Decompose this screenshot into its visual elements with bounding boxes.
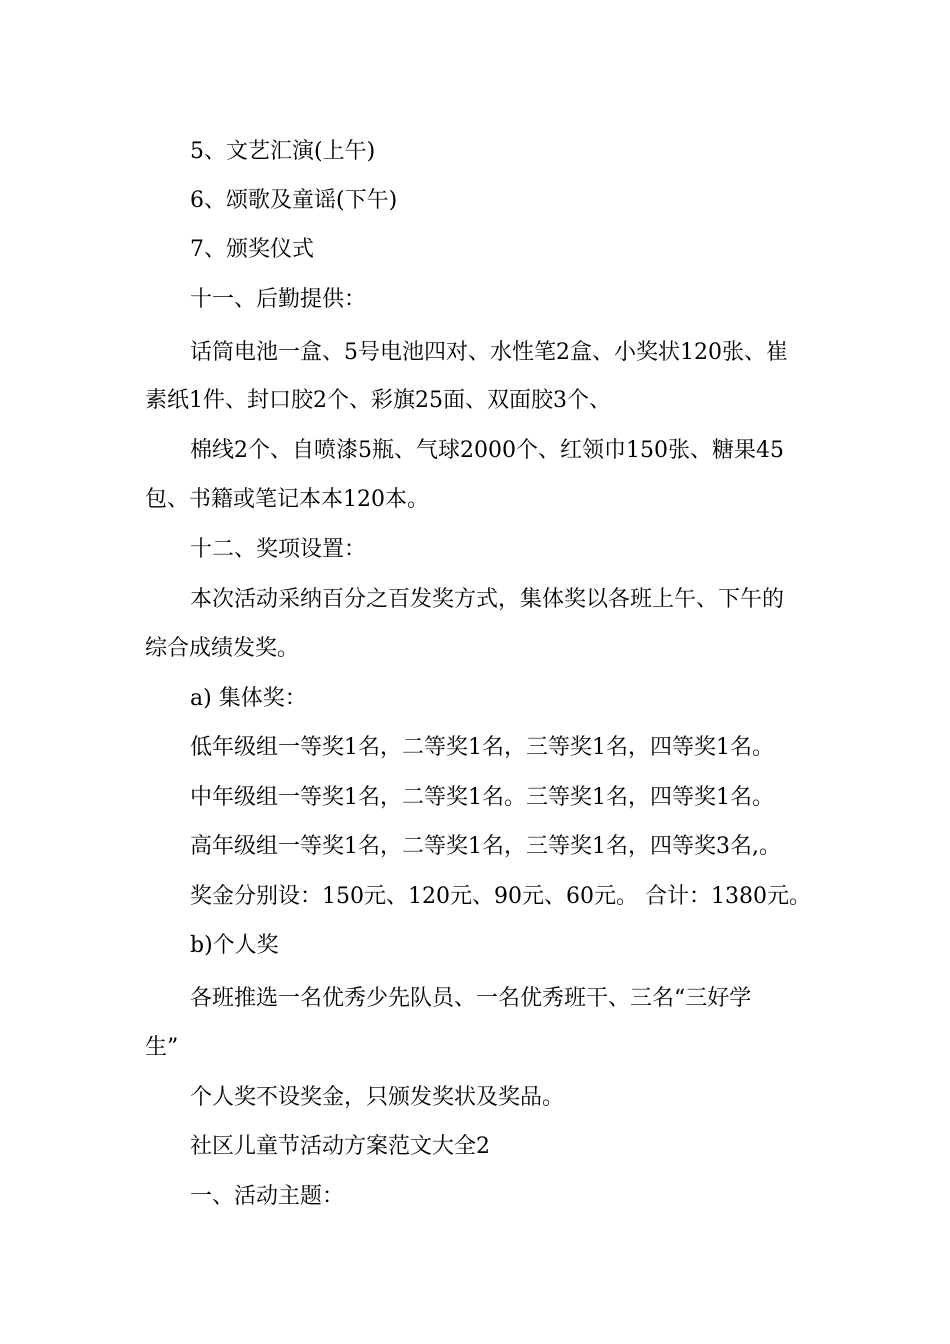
list-item-songs: 6、颂歌及童谣(下午) (190, 188, 398, 213)
list-item-performance: 5、文艺汇演(上午) (190, 139, 376, 164)
subheading-group-award: a) 集体奖： (190, 686, 307, 711)
paragraph-line: 个人奖不设奖金，只颁发奖状及奖品。 (190, 1085, 565, 1110)
subheading-individual-award: b)个人奖 (190, 933, 279, 958)
section-heading-awards: 十二、奖项设置： (190, 537, 367, 562)
document-section-title: 社区儿童节活动方案范文大全2 (190, 1134, 490, 1159)
paragraph-line: 生” (145, 1035, 179, 1060)
paragraph-line: 低年级组一等奖1名，二等奖1名，三等奖1名，四等奖1名。 (190, 735, 774, 760)
paragraph-line: 高年级组一等奖1名，二等奖1名，三等奖1名，四等奖3名,。 (190, 834, 781, 859)
paragraph-line: 素纸1件、封口胶2个、彩旗25面、双面胶3个、 (145, 388, 611, 413)
paragraph-line: 包、书籍或笔记本本120本。 (145, 487, 429, 512)
list-item-ceremony: 7、颁奖仪式 (190, 237, 314, 262)
paragraph-line: 奖金分别设：150元、120元、90元、60元。 合计：1380元。 (190, 884, 811, 909)
paragraph-line: 中年级组一等奖1名，二等奖1名。三等奖1名，四等奖1名。 (190, 785, 774, 810)
paragraph-line: 本次活动采纳百分之百发奖方式，集体奖以各班上午、下午的 (190, 587, 785, 612)
paragraph-line: 话筒电池一盒、5号电池四对、水性笔2盒、小奖状120张、崔 (190, 340, 788, 365)
section-heading-theme: 一、活动主题： (190, 1184, 345, 1209)
section-heading-logistics: 十一、后勤提供： (190, 287, 367, 312)
paragraph-line: 各班推选一名优秀少先队员、一名优秀班干、三名“三好学 (190, 986, 752, 1011)
paragraph-line: 综合成绩发奖。 (145, 636, 300, 661)
paragraph-line: 棉线2个、自喷漆5瓶、气球2000个、红领巾150张、糖果45 (190, 438, 784, 463)
